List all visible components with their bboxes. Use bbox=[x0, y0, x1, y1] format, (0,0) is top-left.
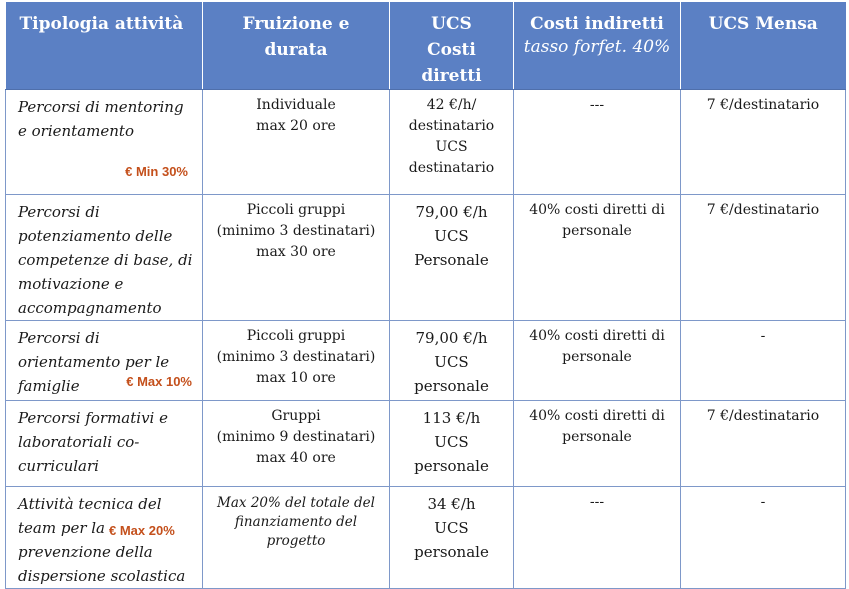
header-indiretti-line2: tasso forfet. 40% bbox=[523, 37, 671, 57]
ucs-cell bbox=[390, 90, 514, 195]
mensa-text: - bbox=[760, 494, 766, 510]
fruizione-cell bbox=[203, 401, 390, 487]
fruizione-cell bbox=[203, 321, 390, 401]
ucs-text: UCS personale bbox=[414, 433, 489, 475]
fruizione-text: max 30 ore bbox=[256, 244, 336, 260]
indiretti-text: --- bbox=[589, 97, 605, 113]
fruizione-text: max 10 ore bbox=[256, 370, 336, 386]
activity-cell bbox=[6, 487, 203, 589]
ucs-cell bbox=[390, 321, 514, 401]
indiretti-text: 40% costi diretti di bbox=[529, 328, 665, 344]
ucs-cell bbox=[390, 195, 514, 321]
activity-text: famiglie bbox=[18, 377, 80, 395]
fruizione-text: finanziamento del progetto bbox=[234, 514, 358, 549]
mensa-cell bbox=[681, 195, 846, 321]
mensa-text: - bbox=[760, 328, 766, 344]
activity-text: accompagnamento bbox=[18, 299, 162, 317]
indiretti-cell bbox=[514, 401, 681, 487]
fruizione-text: Individuale bbox=[256, 97, 336, 113]
activity-cell bbox=[6, 90, 203, 195]
mensa-cell bbox=[681, 321, 846, 401]
activity-text: Percorsi formativi e bbox=[18, 409, 168, 427]
ucs-text: 79,00 €/h bbox=[415, 203, 488, 221]
header-tipologia: Tipologia attività bbox=[6, 2, 203, 90]
ucs-text: 34 €/h bbox=[427, 495, 476, 513]
cost-table bbox=[5, 2, 846, 589]
ucs-text: 42 €/h/ bbox=[426, 97, 477, 113]
activity-text: Percorsi di mentoring bbox=[18, 98, 184, 116]
indiretti-text: personale bbox=[562, 349, 632, 365]
ucs-text: destinatario bbox=[408, 118, 495, 134]
activity-text: potenziamento delle bbox=[18, 227, 173, 245]
mensa-text: 7 €/destinatario bbox=[706, 202, 820, 218]
indiretti-text: personale bbox=[562, 429, 632, 445]
table-row bbox=[6, 90, 846, 195]
indiretti-text: 40% costi diretti di bbox=[529, 408, 665, 424]
ucs-text: 79,00 €/h bbox=[415, 329, 488, 347]
header-mensa: UCS Mensa bbox=[681, 2, 846, 90]
header-ucs bbox=[390, 2, 514, 90]
header-ucs-line1: UCS bbox=[431, 14, 472, 34]
fruizione-text: Gruppi bbox=[271, 408, 321, 424]
mensa-text: 7 €/destinatario bbox=[706, 408, 820, 424]
ucs-text: UCS personale bbox=[414, 353, 489, 395]
activity-text: orientamento per le bbox=[18, 353, 170, 371]
indiretti-cell bbox=[514, 90, 681, 195]
activity-text: team per la bbox=[18, 519, 105, 537]
fruizione-cell bbox=[203, 195, 390, 321]
activity-text: motivazione e bbox=[18, 275, 124, 293]
header-row bbox=[6, 2, 846, 90]
ucs-text: UCS Personale bbox=[414, 227, 489, 269]
fruizione-text: (minimo 3 destinatari) bbox=[216, 223, 376, 239]
budget-badge: € Max 20% bbox=[109, 523, 175, 538]
budget-badge: € Min 30% bbox=[125, 164, 188, 179]
fruizione-text: Max 20% del totale del bbox=[217, 495, 375, 511]
header-indiretti-line1: Costi indiretti bbox=[530, 14, 664, 34]
ucs-text: UCS bbox=[435, 139, 468, 155]
activity-text: laboratoriali co- bbox=[18, 433, 140, 451]
activity-text: e orientamento bbox=[18, 122, 134, 140]
activity-text: dispersione scolastica bbox=[18, 567, 186, 585]
table-row bbox=[6, 195, 846, 321]
activity-cell bbox=[6, 195, 203, 321]
mensa-text: 7 €/destinatario bbox=[706, 97, 820, 113]
mensa-cell bbox=[681, 90, 846, 195]
activity-text: Percorsi di bbox=[18, 203, 100, 221]
header-fruizione: Fruizione e durata bbox=[203, 2, 390, 90]
header-indiretti bbox=[514, 2, 681, 90]
activity-text: curriculari bbox=[18, 457, 99, 475]
mensa-cell bbox=[681, 401, 846, 487]
ucs-text: UCS personale bbox=[414, 519, 489, 561]
activity-text: Percorsi di bbox=[18, 329, 100, 347]
activity-cell bbox=[6, 401, 203, 487]
table-row bbox=[6, 401, 846, 487]
indiretti-cell bbox=[514, 321, 681, 401]
activity-text: prevenzione della bbox=[18, 543, 153, 561]
indiretti-text: --- bbox=[589, 494, 605, 510]
activity-cell bbox=[6, 321, 203, 401]
fruizione-text: (minimo 3 destinatari) bbox=[216, 349, 376, 365]
mensa-cell bbox=[681, 487, 846, 589]
indiretti-text: personale bbox=[562, 223, 632, 239]
table-row bbox=[6, 487, 846, 589]
fruizione-text: Piccoli gruppi bbox=[246, 202, 346, 218]
ucs-text: destinatario bbox=[408, 160, 495, 176]
indiretti-cell bbox=[514, 195, 681, 321]
fruizione-text: max 40 ore bbox=[256, 450, 336, 466]
table-row bbox=[6, 321, 846, 401]
header-ucs-line2: Costi diretti bbox=[421, 40, 482, 86]
fruizione-text: Piccoli gruppi bbox=[246, 328, 346, 344]
budget-badge: € Max 10% bbox=[126, 374, 192, 389]
cost-table-container bbox=[5, 2, 845, 589]
activity-text: competenze di base, di bbox=[18, 251, 193, 269]
indiretti-cell bbox=[514, 487, 681, 589]
fruizione-cell bbox=[203, 90, 390, 195]
fruizione-text: (minimo 9 destinatari) bbox=[216, 429, 376, 445]
ucs-text: 113 €/h bbox=[422, 409, 481, 427]
indiretti-text: 40% costi diretti di bbox=[529, 202, 665, 218]
ucs-cell bbox=[390, 401, 514, 487]
activity-text: Attività tecnica del bbox=[18, 495, 162, 513]
fruizione-cell bbox=[203, 487, 390, 589]
fruizione-text: max 20 ore bbox=[256, 118, 336, 134]
ucs-cell bbox=[390, 487, 514, 589]
